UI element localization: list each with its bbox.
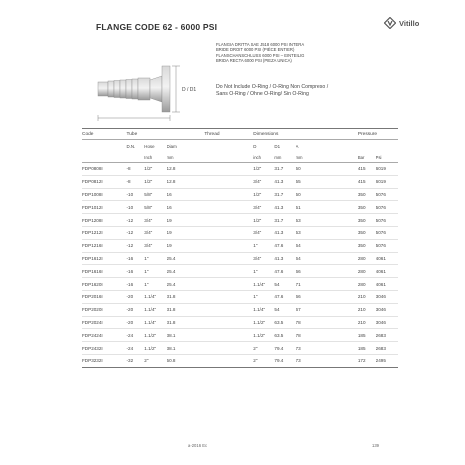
unit-hose: Inch <box>144 152 166 163</box>
cell-a: 51 <box>296 201 358 214</box>
subheader-hose: Hose <box>144 143 155 149</box>
cell-psi: 3046 <box>376 290 398 303</box>
cell-thread <box>204 201 253 214</box>
cell-hose: 1.1/2" <box>144 342 166 355</box>
description-line: FLANGIA DRITTA SAE J518 6000 PSI INTERA <box>216 42 305 47</box>
cell-psi: 5076 <box>376 201 398 214</box>
cell-hose: 2" <box>144 354 166 367</box>
table-row <box>82 290 398 303</box>
cell-d: 3/4" <box>253 175 274 188</box>
cell-dn: -16 <box>126 278 144 291</box>
page-number: 139 <box>372 443 379 448</box>
cell-diam: 19 <box>167 226 205 239</box>
cell-d: 1/2" <box>253 163 274 176</box>
cell-a: 53 <box>296 226 358 239</box>
cell-diam: 31.8 <box>167 316 205 329</box>
brand-logo <box>384 17 419 29</box>
cell-hose: 1.1/4" <box>144 290 166 303</box>
cell-thread <box>204 278 253 291</box>
brand-name: Vitillo <box>399 18 420 28</box>
cell-bar: 350 <box>358 226 376 239</box>
header-code: Code <box>82 129 126 140</box>
cell-d1: 41.3 <box>274 201 295 214</box>
cell-psi: 2495 <box>376 354 398 367</box>
cell-d1: 31.7 <box>274 163 295 176</box>
cell-dn: -16 <box>126 265 144 278</box>
cell-d: 1/2" <box>253 214 274 227</box>
table-row <box>82 201 398 214</box>
cell-hose: 3/4" <box>144 214 166 227</box>
cell-diam: 38.1 <box>167 342 205 355</box>
table-row <box>82 303 398 316</box>
cell-diam: 31.8 <box>167 303 205 316</box>
cell-hose: 1.1/4" <box>144 303 166 316</box>
cell-a: 53 <box>296 214 358 227</box>
cell-code: FDP0812I <box>82 175 126 188</box>
cell-d1: 31.7 <box>274 214 295 227</box>
cell-hose: 3/4" <box>144 239 166 252</box>
cell-thread <box>204 316 253 329</box>
cell-a: 78 <box>296 316 358 329</box>
cell-hose: 1/2" <box>144 175 166 188</box>
cell-thread <box>204 354 253 367</box>
cell-thread <box>204 303 253 316</box>
cell-d: 1" <box>253 239 274 252</box>
description-line: FLANSCHANSCHLUSS 6000 PSI – EINTEILIG <box>216 52 305 58</box>
oring-note-line: Do Not Include O-Ring / O-Ring Non Compreso / <box>216 84 329 90</box>
subheader-d1: D1 <box>274 143 281 149</box>
cell-a: 50 <box>296 163 358 176</box>
cell-a: 64 <box>296 239 358 252</box>
cell-thread <box>204 175 253 188</box>
cell-diam: 25.4 <box>167 252 205 265</box>
subheader-d: D <box>253 143 257 149</box>
cell-psi: 2683 <box>376 342 398 355</box>
cell-a: 55 <box>296 175 358 188</box>
cell-code: FDP2024I <box>82 316 126 329</box>
cell-d1: 63.5 <box>274 316 295 329</box>
cell-d: 1" <box>253 290 274 303</box>
cell-d1: 41.3 <box>274 175 295 188</box>
cell-bar: 350 <box>358 214 376 227</box>
cell-d: 3/4" <box>253 201 274 214</box>
cell-psi: 5076 <box>376 214 398 227</box>
table-row <box>82 163 398 176</box>
cell-dn: -12 <box>126 214 144 227</box>
brand-logo-icon <box>384 17 396 29</box>
cell-diam: 19 <box>167 239 205 252</box>
cell-code: FDP1208I <box>82 214 126 227</box>
cell-a: 66 <box>296 265 358 278</box>
cell-d1: 41.3 <box>274 252 295 265</box>
cell-dn: -32 <box>126 354 144 367</box>
cell-diam: 19 <box>167 214 205 227</box>
cell-thread <box>204 226 253 239</box>
cell-d: 1.1/2" <box>253 316 274 329</box>
cell-hose: 1/2" <box>144 163 166 176</box>
description-line: BRIDE DROIT 6000 PSI (PIÈCE ENTIER) <box>216 47 295 53</box>
cell-a: 78 <box>296 329 358 342</box>
cell-code: FDP0808I <box>82 163 126 176</box>
header-thread: Thread <box>204 129 253 140</box>
cell-code: FDP1212I <box>82 226 126 239</box>
cell-psi: 5076 <box>376 239 398 252</box>
cell-bar: 350 <box>358 201 376 214</box>
cell-thread <box>204 342 253 355</box>
cell-d1: 47.6 <box>274 290 295 303</box>
cell-psi: 3046 <box>376 303 398 316</box>
cell-bar: 415 <box>358 175 376 188</box>
cell-dn: -20 <box>126 290 144 303</box>
cell-hose: 1" <box>144 252 166 265</box>
cell-bar: 350 <box>358 188 376 201</box>
cell-code: FDP1008I <box>82 188 126 201</box>
cell-psi: 6019 <box>376 175 398 188</box>
cell-a: 73 <box>296 354 358 367</box>
cell-psi: 3046 <box>376 316 398 329</box>
spec-table-body <box>82 163 398 368</box>
cell-psi: 4061 <box>376 265 398 278</box>
cell-diam: 25.4 <box>167 278 205 291</box>
cell-hose: 1" <box>144 278 166 291</box>
cell-hose: 3/4" <box>144 226 166 239</box>
cell-dn: -20 <box>126 303 144 316</box>
cell-psi: 5076 <box>376 226 398 239</box>
cell-a: 73 <box>296 342 358 355</box>
unit-d1: mm <box>274 152 295 163</box>
description-line: BRIDA RECTA 6000 PSI (PIEZA UNICA) <box>216 57 292 63</box>
cell-code: FDP2016I <box>82 290 126 303</box>
cell-d1: 47.6 <box>274 239 295 252</box>
cell-d: 2" <box>253 354 274 367</box>
cell-diam: 31.8 <box>167 290 205 303</box>
cell-thread <box>204 214 253 227</box>
cell-d1: 47.6 <box>274 265 295 278</box>
cell-thread <box>204 290 253 303</box>
cell-thread <box>204 329 253 342</box>
product-description <box>216 42 406 63</box>
cell-d1: 41.3 <box>274 226 295 239</box>
cell-d1: 54 <box>274 303 295 316</box>
cell-code: FDP1012I <box>82 201 126 214</box>
cell-d: 1" <box>253 265 274 278</box>
cell-d1: 79.4 <box>274 342 295 355</box>
cell-diam: 16 <box>167 201 205 214</box>
page-title: FLANGE CODE 62 - 6000 PSI <box>96 22 218 32</box>
cell-d1: 79.4 <box>274 354 295 367</box>
cell-thread <box>204 163 253 176</box>
cell-d: 2" <box>253 342 274 355</box>
table-row <box>82 239 398 252</box>
cell-hose: 1.1/2" <box>144 329 166 342</box>
cell-code: FDP2020I <box>82 303 126 316</box>
unit-d: inch <box>253 152 274 163</box>
cell-dn: -20 <box>126 316 144 329</box>
cell-code: FDP3232I <box>82 354 126 367</box>
cell-dn: -24 <box>126 342 144 355</box>
cell-hose: 1" <box>144 265 166 278</box>
cell-d1: 63.5 <box>274 329 295 342</box>
subheader-dn: D.N. <box>126 143 136 149</box>
cell-code: FDP1620I <box>82 278 126 291</box>
cell-dn: -12 <box>126 226 144 239</box>
cell-a: 64 <box>296 252 358 265</box>
table-row <box>82 188 398 201</box>
cell-code: FDP2432I <box>82 342 126 355</box>
header-dimensions: Dimensions <box>253 129 358 140</box>
cell-diam: 12.8 <box>167 163 205 176</box>
cell-diam: 16 <box>167 188 205 201</box>
cell-dn: -12 <box>126 239 144 252</box>
subheader-diam: Diam <box>166 143 177 149</box>
table-row <box>82 226 398 239</box>
header-tube: Tube <box>126 129 204 140</box>
cell-bar: 415 <box>358 163 376 176</box>
cell-bar: 210 <box>358 290 376 303</box>
edition-label: a-2016 Ec <box>188 443 208 448</box>
unit-bar: Bar <box>358 152 376 163</box>
subheader-a: A <box>295 143 299 149</box>
cell-dn: -8 <box>126 163 144 176</box>
cell-psi: 2683 <box>376 329 398 342</box>
cell-bar: 185 <box>358 342 376 355</box>
cell-psi: 4061 <box>376 278 398 291</box>
cell-bar: 185 <box>358 329 376 342</box>
flange-fitting-drawing <box>96 54 208 126</box>
cell-dn: -10 <box>126 188 144 201</box>
cell-psi: 5076 <box>376 188 398 201</box>
oring-note <box>216 84 406 97</box>
cell-thread <box>204 188 253 201</box>
cell-diam: 50.8 <box>167 354 205 367</box>
header-pressure: Pressure <box>358 129 398 140</box>
table-row <box>82 214 398 227</box>
spec-table <box>82 128 398 368</box>
unit-psi: Psi <box>376 152 398 163</box>
table-row <box>82 252 398 265</box>
cell-bar: 210 <box>358 303 376 316</box>
cell-d: 1.1/2" <box>253 329 274 342</box>
cell-d: 1/2" <box>253 188 274 201</box>
cell-a: 50 <box>296 188 358 201</box>
cell-thread <box>204 239 253 252</box>
cell-hose: 5/8" <box>144 201 166 214</box>
cell-thread <box>204 252 253 265</box>
cell-a: 71 <box>296 278 358 291</box>
cell-diam: 25.4 <box>167 265 205 278</box>
table-row <box>82 265 398 278</box>
cell-a: 67 <box>296 303 358 316</box>
cell-bar: 280 <box>358 252 376 265</box>
cell-bar: 172 <box>358 354 376 367</box>
cell-d1: 54 <box>274 278 295 291</box>
cell-diam: 12.8 <box>167 175 205 188</box>
cell-d: 1.1/4" <box>253 303 274 316</box>
dimension-label: D / D1 <box>182 87 197 93</box>
cell-psi: 4061 <box>376 252 398 265</box>
cell-d: 3/4" <box>253 226 274 239</box>
cell-bar: 210 <box>358 316 376 329</box>
cell-code: FDP1616I <box>82 265 126 278</box>
cell-thread <box>204 265 253 278</box>
cell-code: FDP2424I <box>82 329 126 342</box>
cell-code: FDP1612I <box>82 252 126 265</box>
cell-bar: 280 <box>358 265 376 278</box>
cell-d: 1.1/4" <box>253 278 274 291</box>
table-row <box>82 316 398 329</box>
table-row <box>82 354 398 367</box>
cell-dn: -8 <box>126 175 144 188</box>
oring-note-line: Sans O-Ring / Ohne O-Ring/ Sin O-Ring <box>216 90 309 97</box>
cell-dn: -16 <box>126 252 144 265</box>
table-row <box>82 278 398 291</box>
cell-d: 3/4" <box>253 252 274 265</box>
cell-hose: 1.1/4" <box>144 316 166 329</box>
table-row <box>82 175 398 188</box>
unit-a: mm <box>296 152 358 163</box>
cell-dn: -10 <box>126 201 144 214</box>
cell-hose: 5/8" <box>144 188 166 201</box>
cell-diam: 38.1 <box>167 329 205 342</box>
cell-dn: -24 <box>126 329 144 342</box>
cell-a: 66 <box>296 290 358 303</box>
cell-bar: 350 <box>358 239 376 252</box>
cell-d1: 31.7 <box>274 188 295 201</box>
cell-psi: 6019 <box>376 163 398 176</box>
unit-diam: mm <box>167 152 205 163</box>
cell-code: FDP1216I <box>82 239 126 252</box>
cell-bar: 280 <box>358 278 376 291</box>
table-row <box>82 342 398 355</box>
table-row <box>82 329 398 342</box>
